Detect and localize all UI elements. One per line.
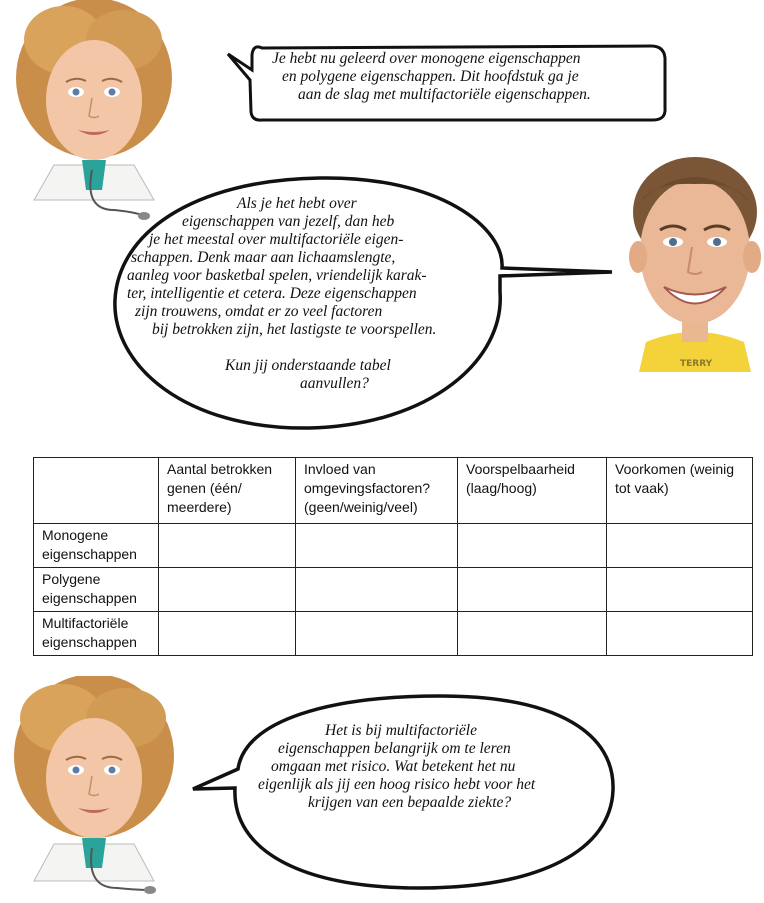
answer-cell[interactable] [607, 612, 753, 656]
answer-cell[interactable] [296, 612, 458, 656]
row-label: Multifactoriële eigenschappen [34, 612, 159, 656]
answer-cell[interactable] [458, 612, 607, 656]
shirt-text: TERRY [680, 359, 713, 369]
bubble-line: aanleg voor basketbal spelen, vriendelijk karak- [127, 267, 427, 284]
table-row [34, 524, 753, 568]
bubble-2-text [125, 195, 436, 393]
bubble-line: Je hebt nu geleerd over monogene eigenschappen [272, 50, 581, 67]
table-row [34, 568, 753, 612]
bubble-line: Het is bij multifactoriële [325, 722, 477, 739]
man-portrait [626, 142, 764, 372]
answer-cell[interactable] [458, 568, 607, 612]
bubble-line: en polygene eigenschappen. Dit hoofdstuk ga je [282, 68, 579, 85]
row-label: Monogene eigenschappen [34, 524, 159, 568]
answer-cell[interactable] [296, 524, 458, 568]
table-header-cell: Aantal betrokken genen (één/ meerdere) [159, 458, 296, 524]
bubble-line: bij betrokken zijn, het lastigste te voorspellen. [152, 321, 437, 338]
woman-portrait-top [4, 0, 184, 225]
bubble-line: zijn trouwens, omdat er zo veel factoren [135, 303, 383, 320]
answer-cell[interactable] [607, 568, 753, 612]
bubble-line: ter, intelligentie et cetera. Deze eigenschappen [127, 285, 417, 302]
table-header-cell: Voorspelbaarheid (laag/hoog) [458, 458, 607, 524]
bubble-line: aan de slag met multifactoriële eigenschappen. [298, 86, 591, 103]
table-row [34, 612, 753, 656]
table-header-cell [34, 458, 159, 524]
bubble-line: je het meestal over multifactoriële eigen- [149, 231, 404, 248]
woman-portrait-bottom [2, 676, 187, 901]
answer-cell[interactable] [159, 612, 296, 656]
bubble-line: eigenlijk als jij een hoog risico hebt voor het [258, 776, 536, 793]
table-header-row [34, 458, 753, 524]
properties-table [33, 457, 753, 656]
bubble-1-text [272, 50, 591, 104]
table-header-cell: Invloed van omgevingsfactoren? (geen/weinig/veel) [296, 458, 458, 524]
bubble-line: Als je het hebt over [237, 195, 357, 212]
row-label: Polygene eigenschappen [34, 568, 159, 612]
bubble-line: schappen. Denk maar aan lichaamslengte, [131, 249, 396, 266]
answer-cell[interactable] [296, 568, 458, 612]
bubble-line: eigenschappen belangrijk om te leren [278, 740, 511, 757]
answer-cell[interactable] [159, 524, 296, 568]
answer-cell[interactable] [159, 568, 296, 612]
answer-cell[interactable] [607, 524, 753, 568]
bubble-line: eigenschappen van jezelf, dan heb [182, 213, 395, 230]
answer-cell[interactable] [458, 524, 607, 568]
bubble-line: krijgen van een bepaalde ziekte? [308, 794, 512, 811]
bubble-question: aanvullen? [300, 375, 369, 392]
bubble-question: Kun jij onderstaande tabel [225, 357, 391, 374]
bubble-3-text [258, 722, 535, 812]
table-header-cell: Voorkomen (weinig tot vaak) [607, 458, 753, 524]
bubble-line: omgaan met risico. Wat betekent het nu [271, 758, 516, 775]
